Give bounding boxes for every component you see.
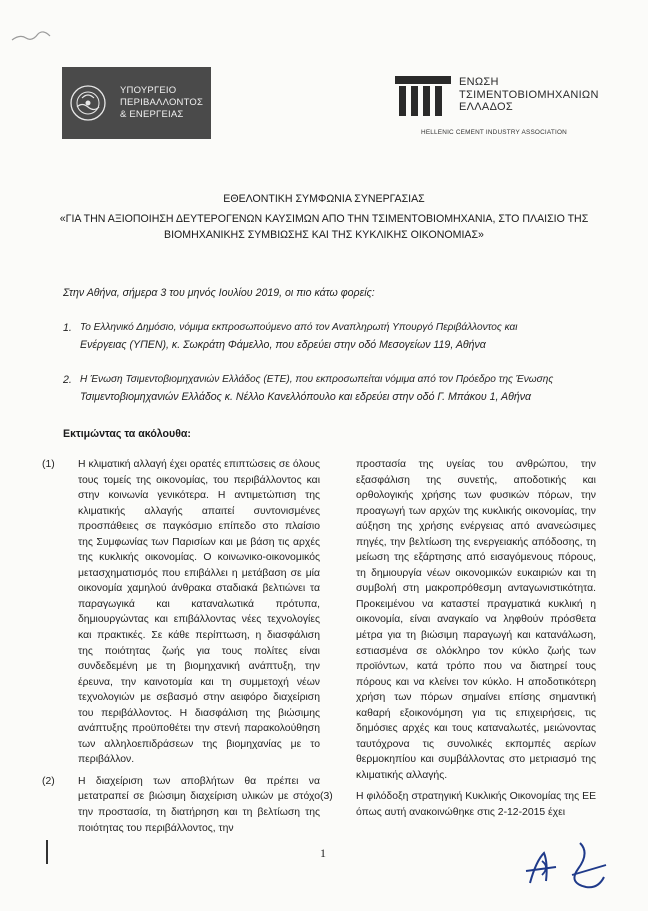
- party-1-number: 1.: [63, 322, 72, 334]
- recital-1: [42, 457, 320, 768]
- recital-text: Η κλιματική αλλαγή έχει ορατές επιπτώσεις σε όλους τους τομείς της οικονομίας, του περιβάλλοντος και στην κοινωνία γενικότερα. Η αντιμετώπιση της κλιματικής αλλαγής απαιτεί συντονισμένες προσπάθειες σε παγκόσμιο επίπεδο στο πλαίσιο της Συμφωνίας των Παρισίων και με βάση τις αρχές της κυκλικής οικονομίας. Ο κοινωνικο-οικονομικός μετασχηματισμός που επιβάλλει η μετάβαση σε μία οικονομία χαμηλού άνθρακα σταδιακά βελτιώνει τα παραγωγικά και καταναλωτικά πρότυπα, δημιουργώντας και επιβάλλοντας νέες τεχνολογίες και πρακτικές. Σε κάθε περίπτωση, η διασφάλιση της ποιότητας ζωής για τους πολίτες είναι συνδεδεμένη με τη βιομηχανική ανάπτυξη, την έρευνα, την καινοτομία και τη συμμετοχή νέων τεχνολογιών με σεβασμό στην αειφόρο διαχείριση του περιβάλλοντος. Η διασφάλιση της βιώσιμης ανάπτυξης προϋποθέτει την στενή παρακολούθηση των αλληλοεπιδράσεων της βιομηχανίας με το περιβάλλον.: [78, 459, 320, 766]
- page-number: 1: [320, 846, 326, 860]
- ete-logo-line: ΤΣΙΜΕΝΤΟΒΙΟΜΗΧΑΝΙΩΝ: [459, 88, 599, 101]
- ypen-logo-line: & ΕΝΕΡΓΕΙΑΣ: [120, 109, 184, 120]
- agreement-subtitle-line1: «ΓΙΑ ΤΗΝ ΑΞΙΟΠΟΙΗΣΗ ΔΕΥΤΕΡΟΓΕΝΩΝ ΚΑΥΣΙΜΩΝ ΑΠΟ ΤΗΝ ΤΣΙΜΕΝΤΟΒΙΟΜΗΧΑΝΙΑ, ΣΤΟ ΠΛΑΙΣΙΟ ΤΗΣ: [59, 213, 589, 225]
- party-1-line2: Ενέργειας (ΥΠΕΝ), κ. Σωκράτη Φάμελλο, που εδρεύει στην οδό Μεσογείων 119, Αθήνα: [80, 339, 486, 351]
- ete-logo-line: ΕΛΛΑΔΟΣ: [459, 101, 513, 113]
- party-2-line1: Η Ένωση Τσιμεντοβιομηχανιών Ελλάδος (ΕΤΕ), που εκπροσωπείται νόμιμα από τον Πρόεδρο της Ένωσης: [80, 374, 554, 385]
- ypen-emblem-icon: [62, 73, 114, 133]
- party-1-line1: Το Ελληνικό Δημόσιο, νόμιμα εκπροσωπούμενο από τον Αναπληρωτή Υπουργό Περιβάλλοντος και: [80, 322, 518, 333]
- signature-initials: [520, 835, 620, 895]
- intro-text: Στην Αθήνα, σήμερα 3 του μηνός Ιουλίου 2019, οι πιο κάτω φορείς:: [63, 287, 375, 299]
- ypen-logo-line: ΠΕΡΙΒΑΛΛΟΝΤΟΣ: [120, 97, 204, 108]
- recital-3: [320, 789, 596, 820]
- ete-logo: [393, 74, 618, 138]
- party-2-number: 2.: [63, 374, 72, 386]
- ypen-logo-line: ΥΠΟΥΡΓΕΙΟ: [120, 85, 177, 96]
- left-column: [42, 457, 320, 842]
- right-column: [320, 457, 596, 827]
- recital-text: Η φιλόδοξη στρατηγική Κυκλικής Οικονομίας της ΕΕ όπως αυτή ανακοινώθηκε στις 2-12-2015 έχει: [356, 791, 596, 819]
- ete-logo-line: ΕΝΩΣΗ: [459, 76, 499, 88]
- recital-number: (3): [320, 791, 333, 803]
- recital-2: [42, 774, 320, 836]
- recital-text: προστασία της υγείας του ανθρώπου, την εξασφάλιση της συνετής, αποδοτικής και ορθολογικής χρήσης των φυσικών πόρων, την προαγωγή των αρχών της κυκλικής οικονομίας, την αύξηση της χρήσης ενέργειας από ανανεώσιμες πηγές, την βελτίωση της ενεργειακής απόδοσης, τη μείωση της εξάρτησης από εισαγόμενους πόρους, τη δημιουργία νέων οικονομικών ευκαιριών και τη συμβολή στη μακροπρόθεσμη ανταγωνιστικότητα. Προκειμένου να καταστεί πραγματικά κυκλική η οικονομία, είναι αναγκαίο να ληφθούν πρόσθετα μέτρα για τη βιώσιμη παραγωγή και κατανάλωση, εστιασμένα σε ολόκληρο τον κύκλο ζωής των προϊόντων, κατά τρόπο που να διατηρεί τους πόρους και να κλείνει τον κύκλο. Η αποδοτικότερη χρήση των πόρων σημαίνει επίσης σημαντική καθαρή εξοικονόμηση για τις επιχειρήσεις, τις δημόσιες αρχές και τους καταναλωτές, μειώνοντας ταυτόχρονα τις συνολικές εκπομπές αερίων θερμοκηπίου και συμβάλλοντας στο μετριασμό της κλιματικής αλλαγής.: [356, 459, 596, 781]
- recital-2-continued: [338, 457, 596, 783]
- section-heading: Εκτιμώντας τα ακόλουθα:: [63, 428, 191, 440]
- recital-text: Η διαχείριση των αποβλήτων θα πρέπει να μετατραπεί σε βιώσιμη διαχείριση υλικών με στόχο την προστασία, τη διατήρηση και τη βελτίωση της ποιότητας του περιβάλλοντος, την: [78, 775, 320, 834]
- recital-number: (2): [42, 775, 55, 787]
- recital-number: (1): [42, 459, 55, 470]
- agreement-subtitle-line2: ΒΙΟΜΗΧΑΝΙΚΗΣ ΣΥΜΒΙΩΣΗΣ ΚΑΙ ΤΗΣ ΚΥΚΛΙΚΗΣ ΟΙΚΟΝΟΜΙΑΣ»: [164, 229, 484, 241]
- margin-mark: [46, 840, 48, 864]
- party-2-line2: Τσιμεντοβιομηχανιών Ελλάδος κ. Νέλλο Κανελλόπουλο και εδρεύει στην οδό Γ. Μπάκου 1, Αθήνα: [80, 391, 532, 403]
- staple-mark: [8, 22, 60, 52]
- agreement-title: ΕΘΕΛΟΝΤΙΚΗ ΣΥΜΦΩΝΙΑ ΣΥΝΕΡΓΑΣΙΑΣ: [223, 193, 425, 205]
- ete-english-name: HELLENIC CEMENT INDUSTRY ASSOCIATION: [421, 129, 567, 136]
- ete-column-icon: [393, 74, 457, 124]
- ypen-logo: [62, 67, 211, 139]
